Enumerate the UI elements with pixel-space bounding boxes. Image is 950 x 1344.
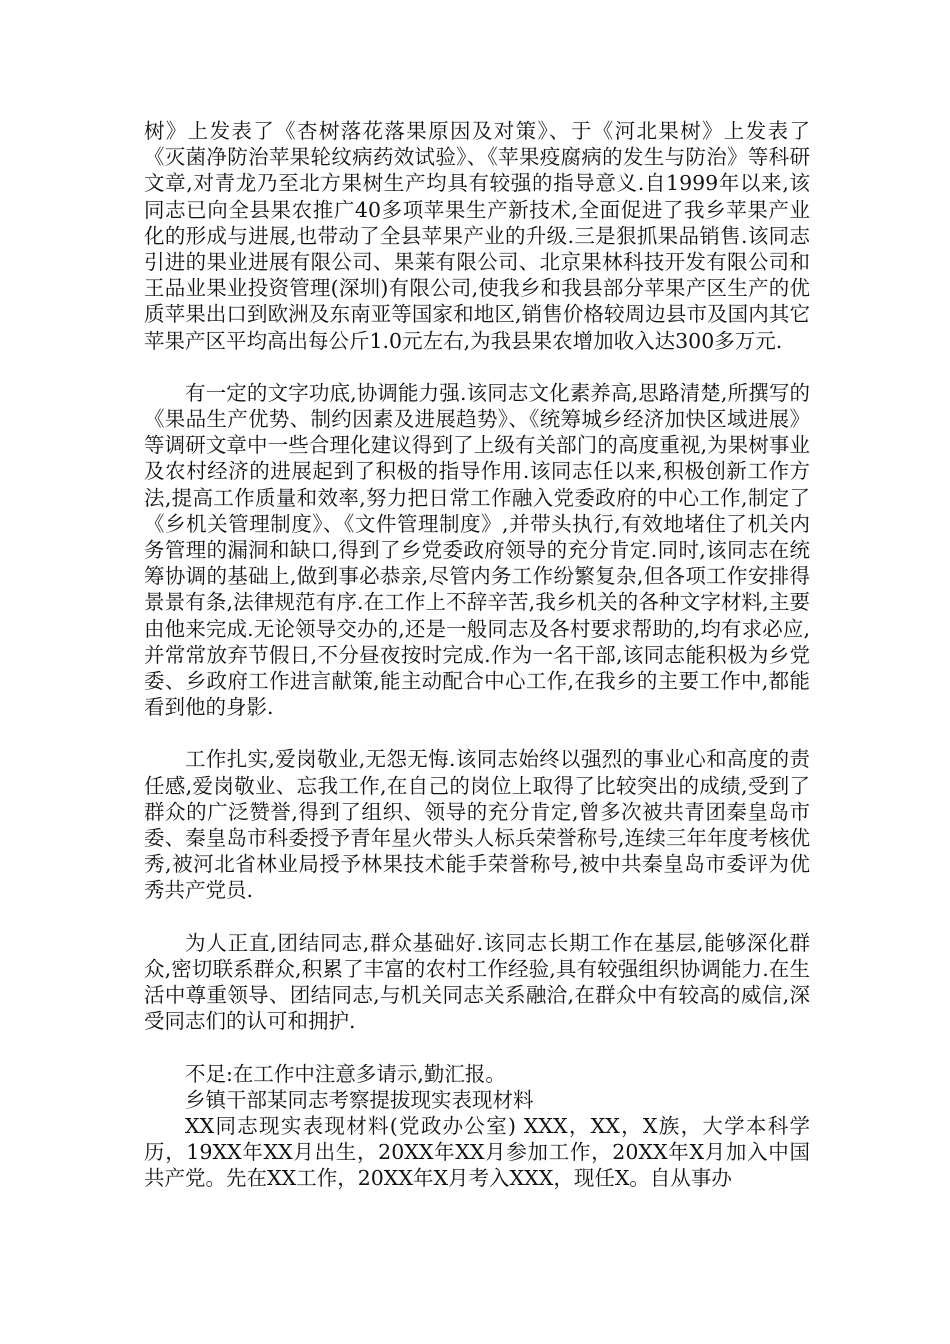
section-body: XX同志现实表现材料(党政办公室) XXX，XX，X族，大学本科学历，19XX年XX月出生，20XX年XX月参加工作，20XX年X月加入中国共产党。先在XX工作，20XX年X月考入XXX，现任X。自从事办 bbox=[144, 1113, 810, 1191]
paragraph-5: 不足:在工作中注意多请示,勤汇报。 bbox=[185, 1061, 506, 1086]
document-page bbox=[144, 118, 810, 1192]
paragraph-3: 工作扎实,爱岗敬业,无怨无悔.该同志始终以强烈的事业心和高度的责任感,爱岗敬业、忘我工作,在自己的岗位上取得了比较突出的成绩,受到了群众的广泛赞誉,得到了组织、领导的充分肯定,曾多次被共青团秦皇岛市委、秦皇岛市科委授予青年星火带头人标兵荣誉称号,连续三年年度考核优秀,被河北省林业局授予林果技术能手荣誉称号,被中共秦皇岛市委评为优秀共产党员. bbox=[144, 747, 810, 903]
paragraph-2: 有一定的文字功底,协调能力强.该同志文化素养高,思路清楚,所撰写的《果品生产优势、制约因素及进展趋势》、《统筹城乡经济加快区域进展》等调研文章中一些合理化建议得到了上级有关部门的高度重视,为果树事业及农村经济的进展起到了积极的指导作用.该同志任以来,积极创新工作方法,提高工作质量和效率,努力把日常工作融入党委政府的中心工作,制定了《乡机关管理制度》、《文件管理制度》,并带头执行,有效地堵住了机关内务管理的漏洞和缺口,得到了乡党委政府领导的充分肯定.同时,该同志在统筹协调的基础上,做到事必恭亲,尽管内务工作纷繁复杂,但各项工作安排得景景有条,法律规范有序.在工作上不辞辛苦,我乡机关的各种文字材料,主要由他来完成.无论领导交办的,还是一般同志及各村要求帮助的,均有求必应,并常常放弃节假日,不分昼夜按时完成.作为一名干部,该同志能积极为乡党委、乡政府工作进言献策,能主动配合中心工作,在我乡的主要工作中,都能看到他的身影. bbox=[144, 380, 810, 720]
section-title: 乡镇干部某同志考察提拔现实表现材料 bbox=[185, 1087, 534, 1112]
paragraph-1: 树》上发表了《杏树落花落果原因及对策》、于《河北果树》上发表了《灭菌净防治苹果轮纹病药效试验》、《苹果疫腐病的发生与防治》等科研文章,对青龙乃至北方果树生产均具有较强的指导意义.自1999年以来,该同志已向全县果农推广40多项苹果生产新技术,全面促进了我乡苹果产业化的形成与进展,也带动了全县苹果产业的升级.三是狠抓果品销售.该同志引进的果业进展有限公司、果莱有限公司、北京果林科技开发有限公司和王品业果业投资管理(深圳)有限公司,使我乡和我县部分苹果产区生产的优质苹果出口到欧洲及东南亚等国家和地区,销售价格较周边县市及国内其它苹果产区平均高出每公斤1.0元左右,为我县果农增加收入达300多万元. bbox=[144, 119, 810, 353]
paragraph-4: 为人正直,团结同志,群众基础好.该同志长期工作在基层,能够深化群众,密切联系群众,积累了丰富的农村工作经验,具有较强组织协调能力.在生活中尊重领导、团结同志,与机关同志关系融洽,在群众中有较高的威信,深受同志们的认可和拥护. bbox=[144, 930, 810, 1034]
